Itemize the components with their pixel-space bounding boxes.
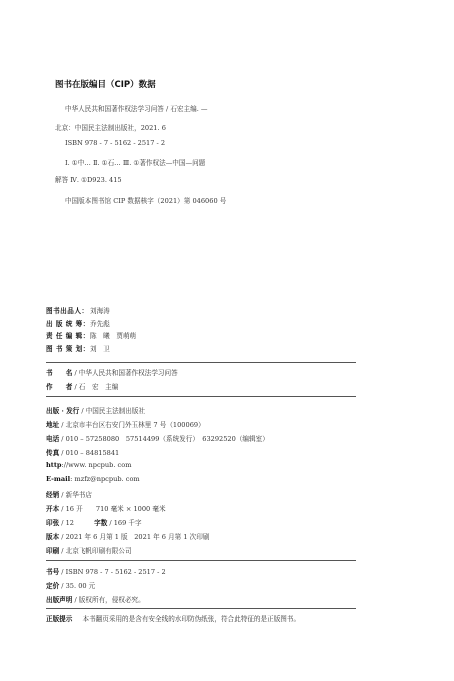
- address-label: 地址: [46, 421, 60, 429]
- cip-heading: 图书在版编目（CIP）数据: [55, 80, 156, 90]
- book-title-value: / 中华人民共和国著作权法学习问答: [74, 369, 178, 377]
- isbn-label: 书号: [46, 568, 60, 576]
- statement-value: / 版权所有，侵权必究。: [74, 596, 145, 604]
- divider-bottom: [46, 608, 356, 609]
- sheets-value: / 12: [61, 519, 75, 527]
- printer-row: [46, 545, 132, 555]
- edition-label: 版本: [46, 533, 60, 541]
- credit-value: 乔先彪: [90, 319, 110, 328]
- cip-line-title: 中华人民共和国著作权法学习问答 / 石宏主编. —: [65, 105, 208, 113]
- cip-line-record-number: 中国版本图书馆 CIP 数据核字（2021）第 046060 号: [65, 197, 227, 205]
- website-row: [46, 461, 131, 469]
- distributor-label: 经销: [46, 491, 60, 499]
- edition-row: [46, 531, 209, 541]
- credit-label: 责 任 编 辑：: [46, 332, 90, 340]
- cip-line-classification-cont: 解答 Ⅳ. ①D923. 415: [55, 176, 122, 184]
- cip-line-publisher: 北京：中国民主法制出版社，2021. 6: [55, 124, 166, 132]
- words-label: 字数: [94, 519, 108, 527]
- format-row: [46, 503, 166, 513]
- address-value: / 北京市丰台区右安门外玉林里 7 号（100069）: [61, 421, 205, 429]
- phone-value: / 010 – 57258080 57514499（系统发行） 63292520（编辑室）: [61, 435, 269, 443]
- publisher-label: 出版 · 发行: [46, 407, 80, 415]
- divider-top: [46, 362, 356, 363]
- sheets-label: 印张: [46, 519, 60, 527]
- credit-row-planner: [46, 343, 136, 356]
- credits-block: [46, 305, 136, 355]
- email-label: E-mail: [46, 475, 71, 483]
- fax-label: 传真: [46, 449, 60, 457]
- distributor-value: / 新华书店: [61, 491, 92, 499]
- isbn-row: [46, 566, 166, 576]
- price-label: 定价: [46, 582, 60, 590]
- credit-label: 图 书 策 划：: [46, 344, 90, 353]
- book-author-label: 作 者: [46, 383, 73, 391]
- book-author-value: / 石 宏 主编: [74, 383, 119, 391]
- credit-row-editor: [46, 330, 136, 343]
- address-row: [46, 419, 205, 429]
- fax-value: / 010 – 84815841: [61, 449, 120, 457]
- credit-value: 陈 曦 贾萌萌: [90, 332, 137, 340]
- book-title-row: [46, 367, 178, 377]
- credit-label: 出 版 统 筹：: [46, 319, 90, 328]
- credit-value: 刘海涛: [90, 307, 110, 315]
- distributor-row: [46, 489, 92, 499]
- authenticity-text: 本书翻页采用的是含有安全线的水印防伪纸张，符合此特征的是正版图书。: [82, 615, 301, 623]
- format-value: / 16 开 710 毫米 × 1000 毫米: [61, 505, 166, 513]
- credit-value: 刘 卫: [90, 344, 110, 353]
- authenticity-label: 正版提示: [46, 615, 73, 623]
- phone-row: [46, 433, 269, 443]
- book-title-label: 书 名: [46, 369, 73, 377]
- website-value: ://www. npcpub. com: [61, 461, 132, 469]
- publisher-value: / 中国民主法制出版社: [81, 407, 146, 415]
- price-row: [46, 580, 95, 590]
- printer-value: / 北京飞帆印刷有限公司: [61, 547, 132, 555]
- edition-value: / 2021 年 6 月第 1 版 2021 年 6 月第 1 次印刷: [61, 533, 210, 541]
- website-label: http: [46, 461, 62, 469]
- credit-row-producer: [46, 305, 136, 318]
- price-value: / 35. 00 元: [61, 582, 96, 590]
- credit-label: 图书出品人：: [46, 307, 89, 315]
- words-value: / 169 千字: [109, 519, 142, 527]
- email-row: [46, 475, 140, 483]
- format-label: 开本: [46, 505, 60, 513]
- sheets-row: [46, 517, 142, 527]
- divider-book: [46, 396, 356, 397]
- book-author-row: [46, 381, 118, 391]
- cip-line-classification: Ⅰ. ①中… Ⅱ. ①石… Ⅲ. ①著作权法—中国—问题: [65, 159, 206, 167]
- cip-line-isbn: ISBN 978 - 7 - 5162 - 2517 - 2: [65, 139, 166, 147]
- authenticity-notice: [46, 613, 300, 623]
- divider-publisher: [46, 560, 356, 561]
- credit-row-coordinator: [46, 318, 136, 331]
- statement-label: 出版声明: [46, 596, 73, 604]
- statement-row: [46, 594, 145, 604]
- publisher-row: [46, 405, 145, 415]
- phone-label: 电话: [46, 435, 60, 443]
- isbn-value: / ISBN 978 - 7 - 5162 - 2517 - 2: [61, 568, 166, 576]
- fax-row: [46, 447, 119, 457]
- printer-label: 印刷: [46, 547, 60, 555]
- email-value: : mzfz@npcpub. com: [70, 475, 140, 483]
